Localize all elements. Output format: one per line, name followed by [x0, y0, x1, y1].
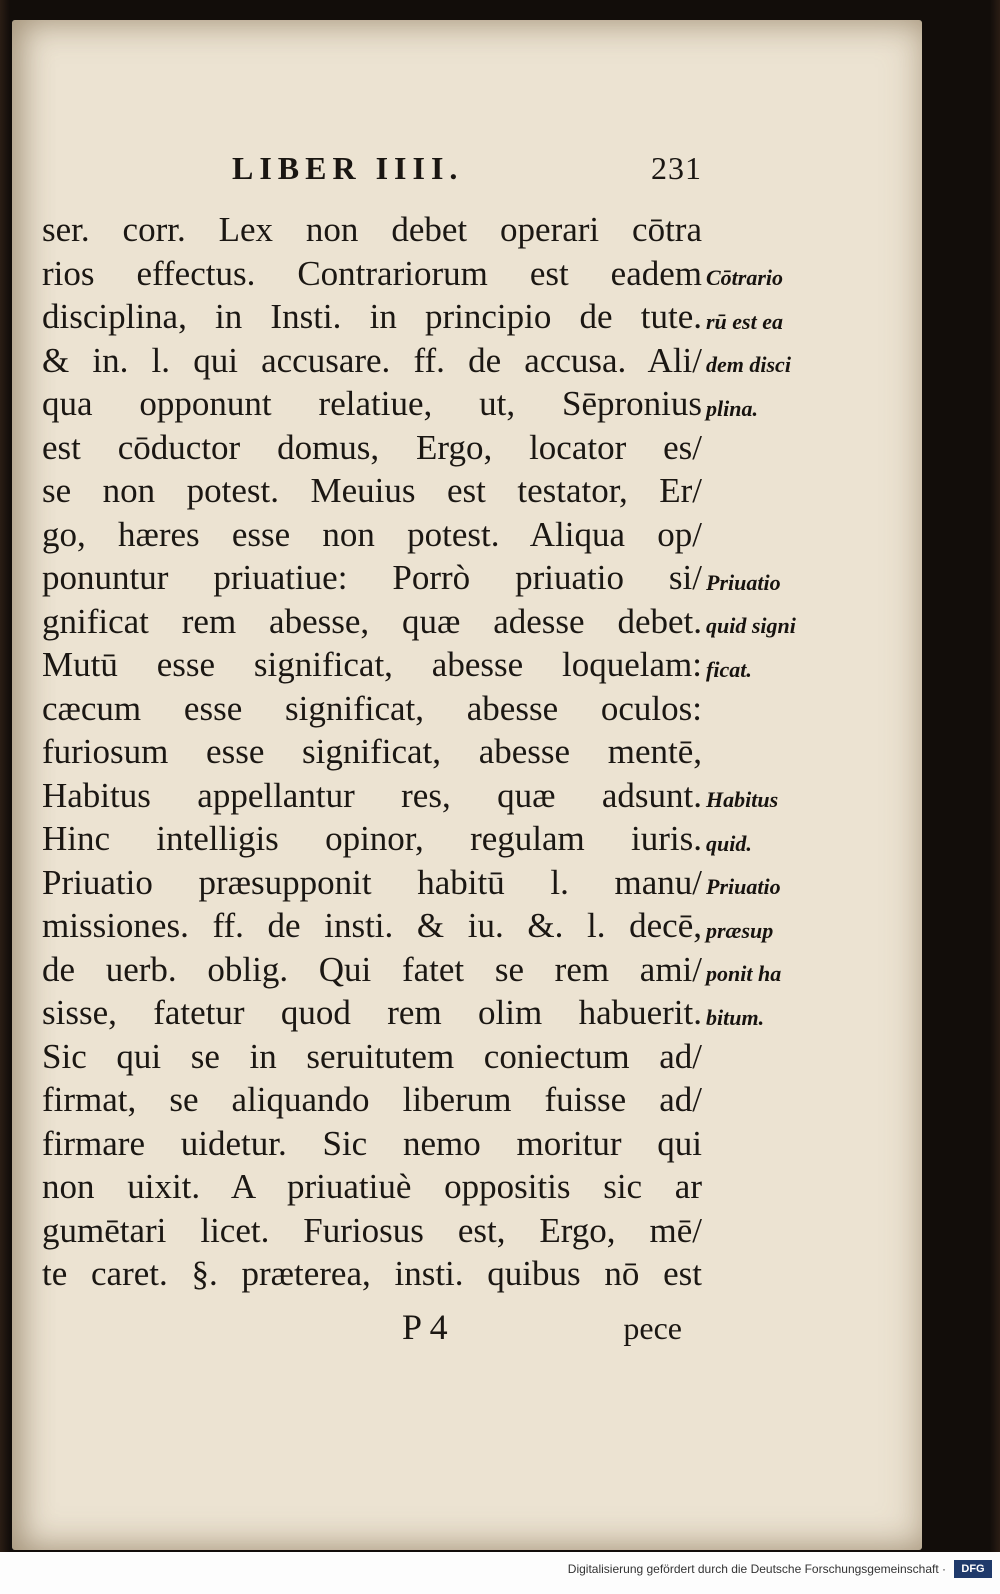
text-line: go, hæres esse non potest. Aliqua op/: [42, 514, 702, 554]
book-page: [12, 20, 922, 1550]
page-footer: [402, 1306, 682, 1356]
text-line: Sic qui se in seruitutem coniectum ad/: [42, 1036, 702, 1076]
marginal-note: præsup: [706, 917, 774, 943]
text-line: qua opponunt relatiue, ut, Sēpronius: [42, 384, 702, 423]
text-line: & in. l. qui accusare. ff. de accusa. Ali/: [42, 340, 702, 380]
credit-text: Digitalisierung gefördert durch die Deutsche Forschungsgemeinschaft ·: [567, 1562, 946, 1576]
text-line: sisse, fatetur quod rem olim habuerit.: [42, 993, 702, 1032]
running-title: LIBER IIII.: [232, 150, 464, 186]
marginal-note: rū est ea: [706, 308, 783, 334]
text-line: Priuatio præsupponit habitū l. manu/: [42, 862, 702, 902]
text-line: rios effectus. Contrariorum est eadem: [42, 253, 702, 293]
marginal-note: dem disci: [706, 352, 791, 377]
dfg-logo: DFG: [954, 1560, 992, 1578]
marginal-note: ficat.: [706, 656, 752, 682]
text-line: te caret. §. præterea, insti. quibus nō est: [42, 1254, 702, 1293]
text-line: furiosum esse significat, abesse mentē,: [42, 732, 702, 771]
digitization-credit-bar: [0, 1552, 1000, 1594]
text-line: se non potest. Meuius est testator, Er/: [42, 471, 702, 510]
marginal-note: quid.: [706, 830, 752, 856]
text-line: ponuntur priuatiue: Porrò priuatio si/: [42, 558, 702, 597]
text-line: gumētari licet. Furiosus est, Ergo, mē/: [42, 1210, 702, 1250]
text-line: Mutū esse significat, abesse loquelam:: [42, 645, 702, 684]
text-line: Habitus appellantur res, quæ adsunt.: [42, 775, 702, 815]
marginal-note: plina.: [706, 395, 758, 421]
text-line: gnificat rem abesse, quæ adesse debet.: [42, 601, 702, 641]
text-line: de uerb. oblig. Qui fatet se rem ami/: [42, 949, 702, 989]
marginal-note: Priuatio: [706, 874, 781, 899]
text-line: firmat, se aliquando liberum fuisse ad/: [42, 1080, 702, 1119]
text-line: est cōductor domus, Ergo, locator es/: [42, 427, 702, 467]
marginal-note: bitum.: [706, 1004, 765, 1030]
marginal-note: ponit ha: [706, 961, 782, 986]
text-line: firmare uidetur. Sic nemo moritur qui: [42, 1123, 702, 1163]
marginal-note: Cōtrario: [706, 265, 784, 290]
signature-mark: P 4: [402, 1307, 448, 1347]
running-header: [232, 150, 702, 194]
text-line: cæcum esse significat, abesse oculos:: [42, 688, 702, 728]
main-text-block: [42, 208, 702, 1296]
text-line: non uixit. A priuatiuè oppositis sic ar: [42, 1167, 702, 1206]
page-number: 231: [651, 150, 702, 186]
catchword: pece: [623, 1310, 682, 1346]
marginal-note: Habitus: [706, 787, 779, 812]
text-line: ser. corr. Lex non debet operari cōtra: [42, 210, 702, 249]
text-line: disciplina, in Insti. in principio de tute.: [42, 297, 702, 336]
text-line: missiones. ff. de insti. & iu. &. l. decē,: [42, 906, 702, 945]
text-line: Hinc intelligis opinor, regulam iuris.: [42, 819, 702, 858]
marginal-note: Priuatio: [706, 569, 781, 595]
marginal-note: quid signi: [706, 613, 796, 638]
